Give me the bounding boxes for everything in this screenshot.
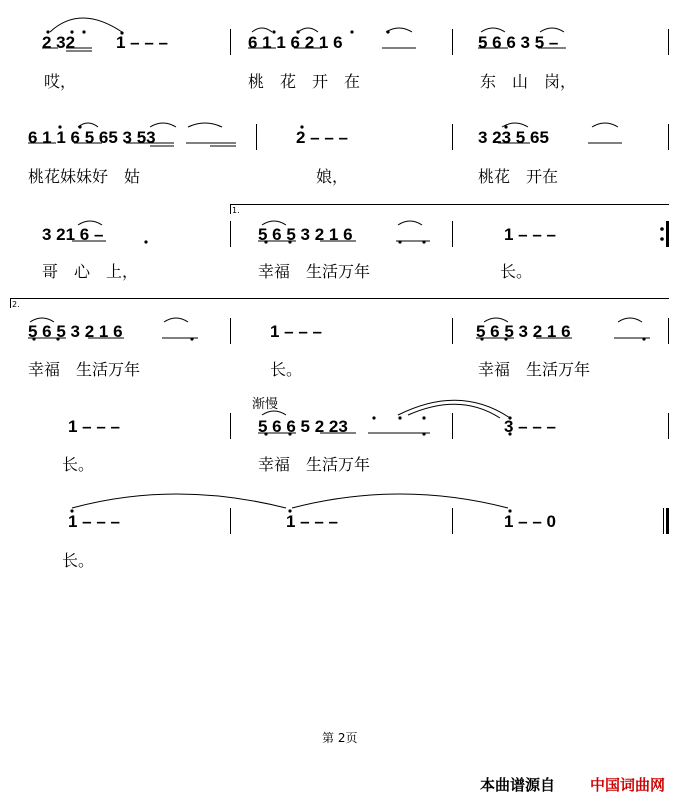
- barline: [230, 413, 231, 439]
- source-site-link[interactable]: 中国词曲网: [590, 776, 666, 794]
- barline: [230, 318, 231, 344]
- notes-phrase-2: 5 6 6 5 2 23: [258, 417, 348, 436]
- volta-label-1: 1.: [232, 206, 240, 215]
- lyric-1: 哥 心 上，: [42, 262, 139, 281]
- notes-phrase-1: 6 1 1 6 5 65 3 53: [28, 128, 156, 147]
- notes-phrase-3: 5 6 5 3 2 1 6: [476, 322, 571, 341]
- lyric-3: 幸福 生活万年: [478, 360, 591, 379]
- lyric-1: 长。: [62, 551, 95, 570]
- volta-bracket-1: [230, 204, 669, 205]
- lyric-1: 哎，: [44, 72, 77, 91]
- barline: [452, 29, 453, 55]
- lyric-2: 娘，: [316, 167, 349, 186]
- lyric-1: 长。: [62, 455, 95, 474]
- notes-phrase-1: 2 32: [42, 33, 76, 52]
- notes-phrase-2: 1 – – –: [270, 322, 322, 341]
- notes-phrase-2: 5 6 5 3 2 1 6: [258, 225, 353, 244]
- notes-phrase-3: 3 23 5 65: [478, 128, 549, 147]
- barline: [668, 318, 669, 344]
- notes-phrase-3: 1 – – –: [504, 225, 556, 244]
- barline: [452, 124, 453, 150]
- lyric-3: 桃花 开在: [478, 167, 559, 186]
- lyric-1: 幸福 生活万年: [28, 360, 141, 379]
- lyric-2: 长。: [270, 360, 303, 379]
- lyric-1: 桃花妹妹好 姑: [28, 167, 141, 186]
- notes-phrase-3: 3 – – –: [504, 417, 556, 436]
- notes-phrase-1: 1 – – –: [68, 417, 120, 436]
- barline: [230, 508, 231, 534]
- notes-phrase-3: 6 1 1 6 2 1 6: [248, 33, 343, 52]
- lyric-2: 幸福 生活万年: [258, 262, 371, 281]
- barline: [452, 413, 453, 439]
- volta-label-2: 2.: [12, 300, 20, 309]
- barline: [452, 508, 453, 534]
- barline: [452, 221, 453, 247]
- barline: [256, 124, 257, 150]
- lyric-3: 东 山 岗，: [480, 72, 577, 91]
- source-label: 本曲谱源自: [480, 776, 556, 794]
- barline: [230, 29, 231, 55]
- tempo-marking: 渐慢: [252, 397, 279, 412]
- page-number: 第 2页: [322, 731, 358, 745]
- notes-phrase-1: 5 6 5 3 2 1 6: [28, 322, 123, 341]
- barline: [668, 124, 669, 150]
- barline: [668, 413, 669, 439]
- lyric-2: 桃 花 开 在: [248, 72, 361, 91]
- lyric-2: 幸福 生活万年: [258, 455, 371, 474]
- barline: [452, 318, 453, 344]
- notes-phrase-2: 2 – – –: [296, 128, 348, 147]
- notes-phrase-1: 3 21 6 –: [42, 225, 104, 244]
- lyric-3: 长。: [500, 262, 533, 281]
- notes-phrase-3: 1 – – 0: [504, 512, 556, 531]
- volta-bracket-2: [10, 298, 669, 299]
- notes-phrase-2: 1 – – –: [116, 33, 168, 52]
- final-barline-thick: [666, 508, 669, 534]
- final-barline-thin: [663, 508, 664, 534]
- barline: [668, 29, 669, 55]
- repeat-end-barline: [666, 221, 669, 247]
- barline: [230, 221, 231, 247]
- volta-tick: [10, 298, 11, 308]
- volta-tick: [230, 204, 231, 214]
- notes-phrase-4: 5 6 6 3 5 –: [478, 33, 559, 52]
- notes-phrase-2: 1 – – –: [286, 512, 338, 531]
- notes-phrase-1: 1 – – –: [68, 512, 120, 531]
